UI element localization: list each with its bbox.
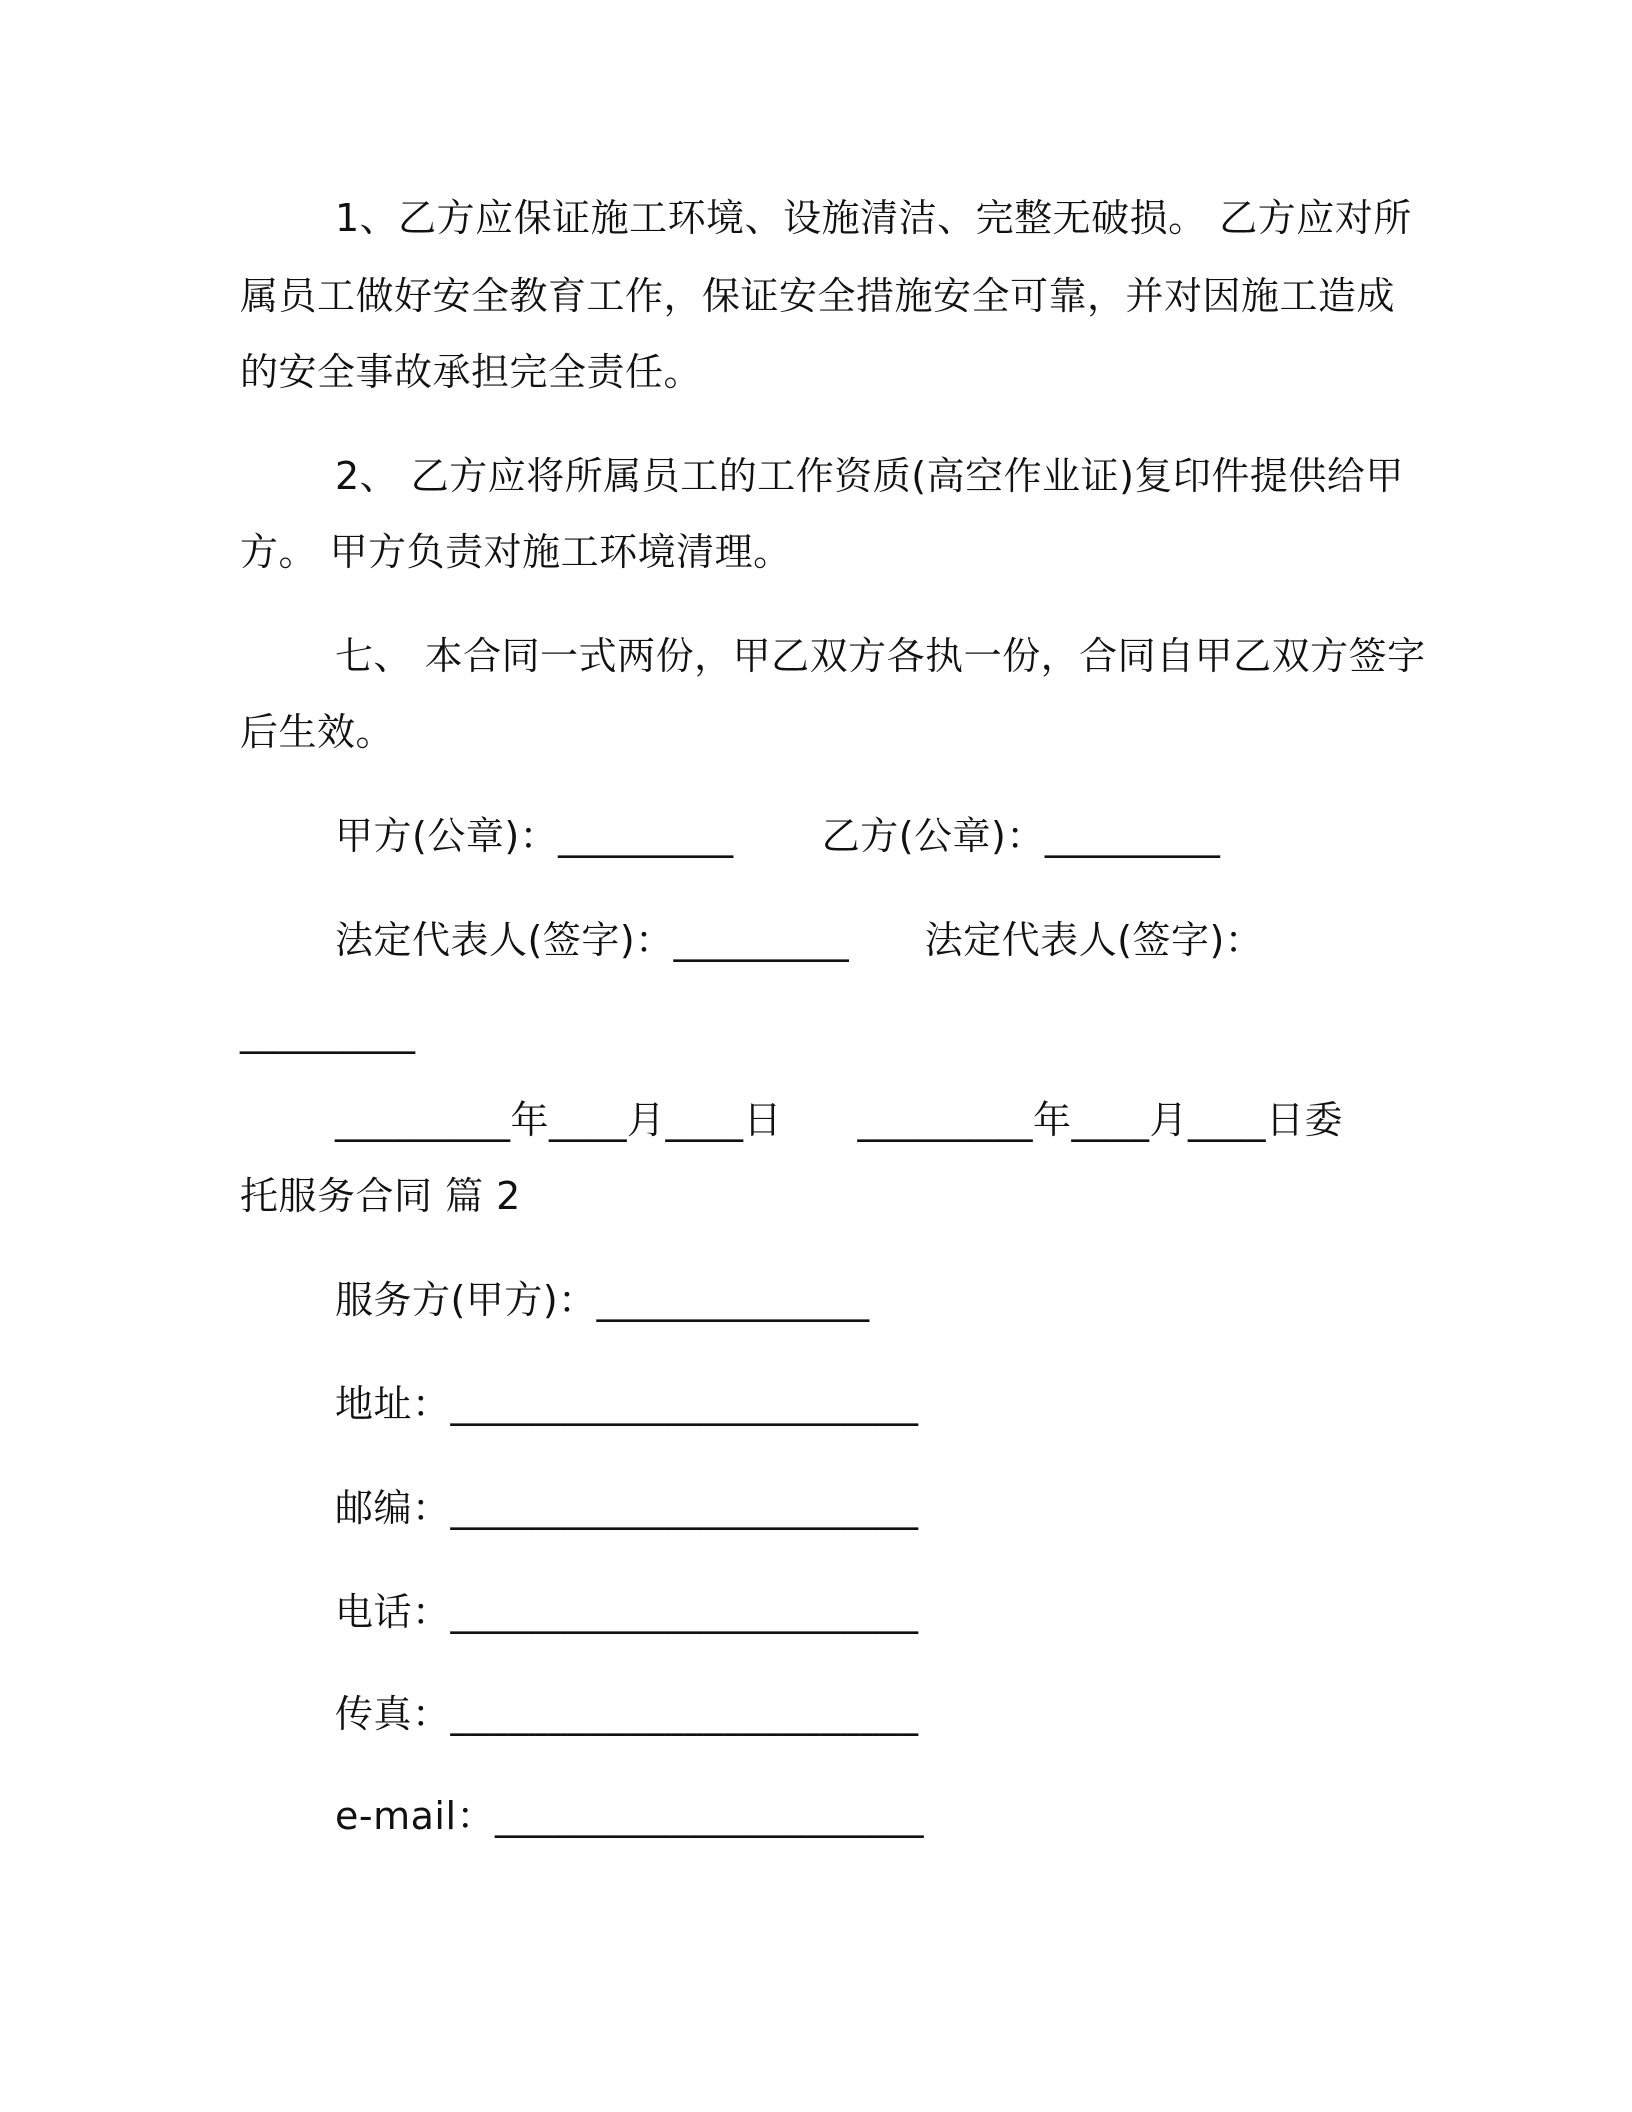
postcode-field: 邮编：________________________: [335, 1486, 919, 1530]
service-party-field: 服务方(甲方)：______________: [335, 1278, 870, 1322]
fax-field: 传真：________________________: [335, 1692, 919, 1736]
text-line-6: 七、 本合同一式两份，甲乙双方各执一份，合同自甲乙双方签字: [335, 634, 1426, 678]
legal-rep-line: 法定代表人(签字)：_________ 法定代表人(签字)：: [335, 918, 1264, 962]
address-field: 地址：________________________: [335, 1382, 919, 1426]
text-line-1: 1、乙方应保证施工环境、设施清洁、完整无破损。 乙方应对所: [335, 196, 1412, 240]
signature-seal-line: 甲方(公章)：_________ 乙方(公章)：_________: [335, 814, 1221, 858]
phone-field: 电话：________________________: [335, 1590, 919, 1634]
section-title-line: 托服务合同 篇 2: [240, 1174, 521, 1218]
legal-rep-blank-line: _________: [240, 1010, 416, 1054]
text-line-3: 的安全事故承担完全责任。: [240, 350, 703, 394]
text-line-4: 2、 乙方应将所属员工的工作资质(高空作业证)复印件提供给甲: [335, 454, 1404, 498]
email-field: e-mail：______________________: [335, 1794, 925, 1838]
text-line-5: 方。 甲方负责对施工环境清理。: [240, 530, 792, 574]
text-line-7: 后生效。: [240, 710, 395, 754]
text-line-2: 属员工做好安全教育工作，保证安全措施安全可靠，并对因施工造成: [240, 274, 1396, 318]
date-line: _________年____月____日 _________年____月____日委: [335, 1098, 1343, 1142]
